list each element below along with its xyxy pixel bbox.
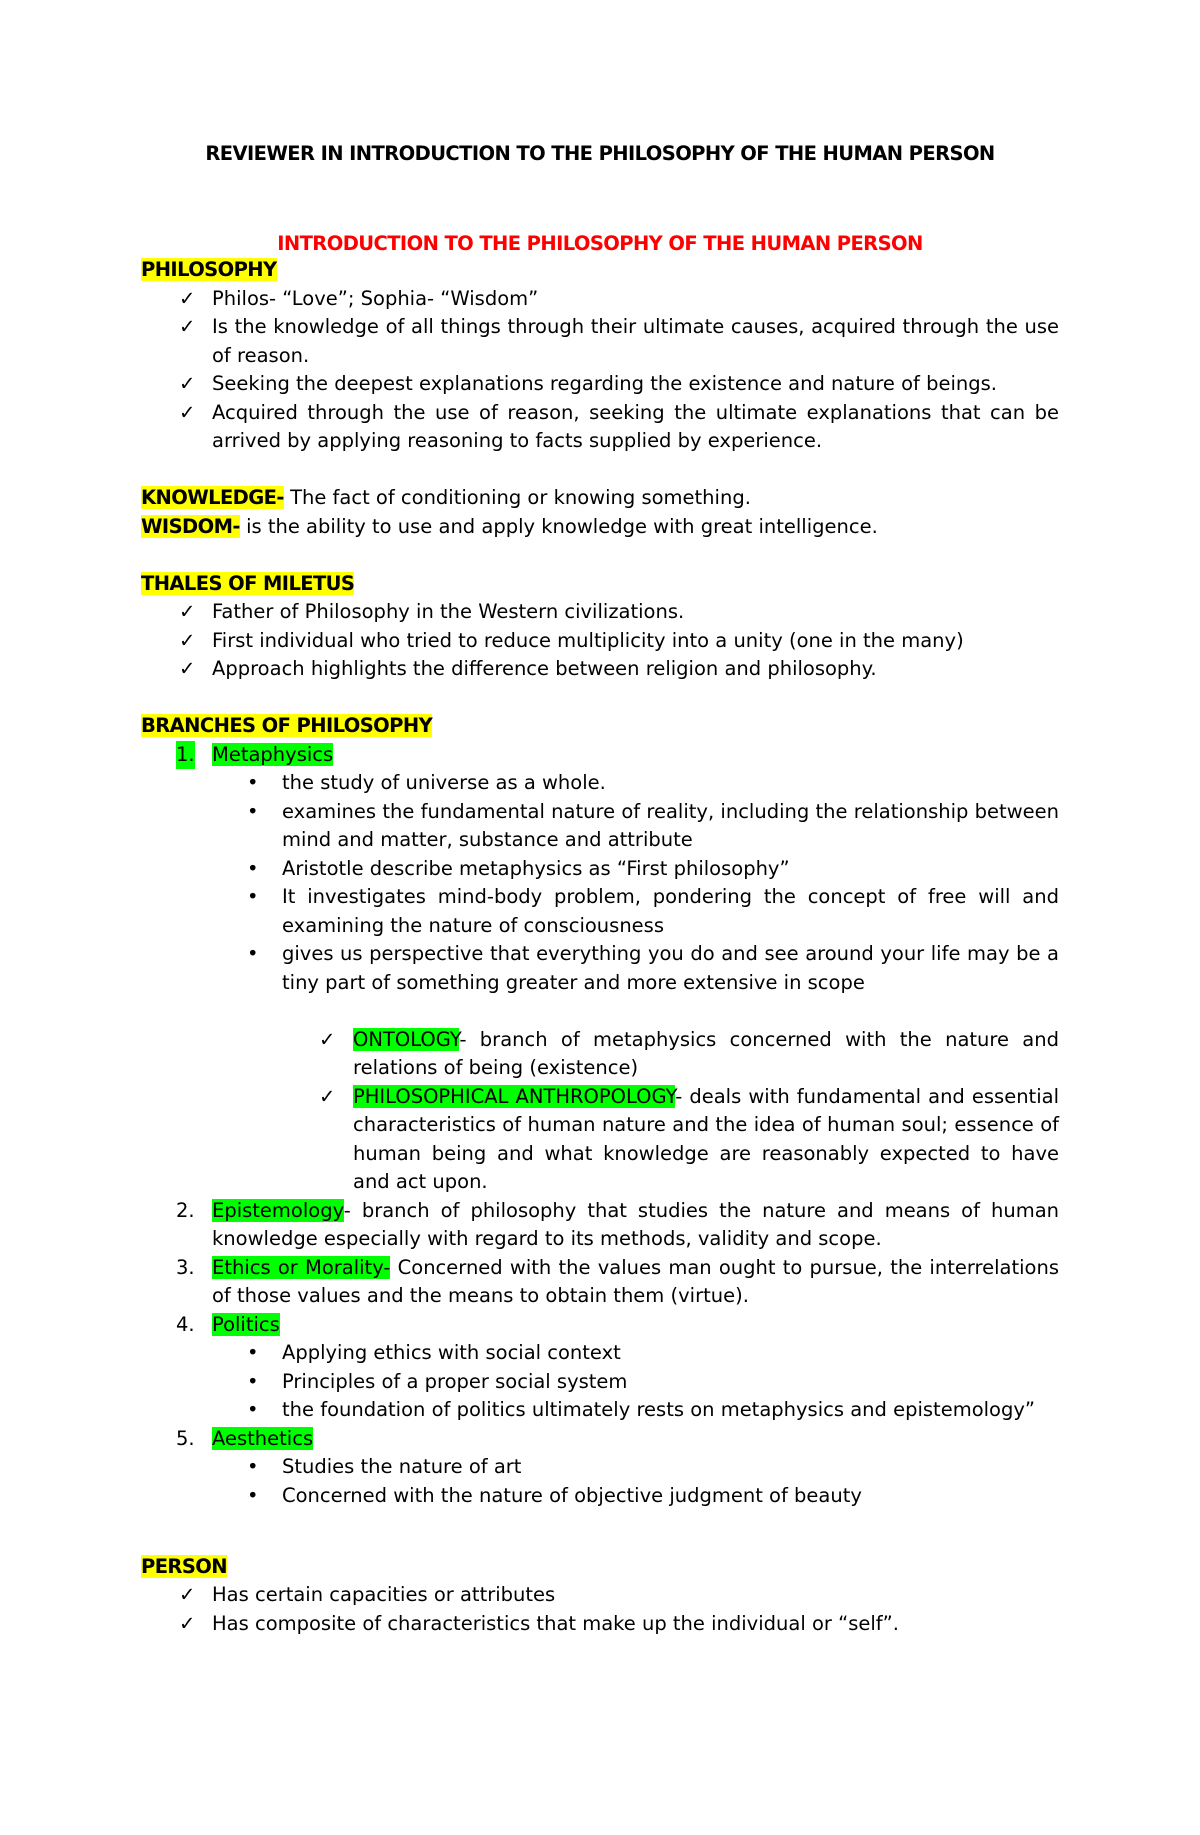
list-item <box>141 285 1059 314</box>
bullet-icon: • <box>247 1341 259 1364</box>
branches-heading: BRANCHES OF PHILOSOPHY <box>141 714 433 737</box>
document-title: REVIEWER IN INTRODUCTION TO THE PHILOSOPHY OF THE HUMAN PERSON <box>205 142 995 165</box>
thales-heading-row <box>141 570 1059 599</box>
knowledge-definition <box>141 484 1059 513</box>
ontology-term: ONTOLOGY <box>353 1027 460 1051</box>
list-item <box>141 1581 1059 1610</box>
anthropology-text: - deals with fundamental and essential characteristics of human nature and the idea of human soul; essence of human being and what knowledge are reasonably expected to have and act upon. <box>353 1084 1059 1193</box>
wisdom-definition <box>141 513 1059 542</box>
anthropology-item <box>141 1083 1059 1197</box>
bullet-icon: • <box>247 856 259 880</box>
branch-aesthetics <box>141 1425 1059 1454</box>
list-item <box>141 798 1059 855</box>
spacer <box>141 684 1059 713</box>
wisdom-text: is the ability to use and apply knowledge with great intelligence. <box>239 514 878 538</box>
spacer <box>141 997 1059 1026</box>
list-item-text: Concerned with the nature of objective judgment of beauty <box>282 1483 862 1507</box>
branch-politics <box>141 1311 1059 1340</box>
person-heading: PERSON <box>141 1554 227 1578</box>
branch-text: Concerned with the values man ought to pursue, the interrelations of those values and the means to obtain them (virtue). <box>212 1255 1059 1307</box>
list-item <box>141 1482 1059 1511</box>
spacer <box>141 1510 1059 1539</box>
branch-label: Metaphysics <box>212 742 334 766</box>
list-item-text: Has composite of characteristics that make up the individual or “self”. <box>212 1611 899 1635</box>
list-item-text: Aristotle describe metaphysics as “First philosophy” <box>282 856 790 880</box>
check-icon: ✓ <box>179 1611 196 1635</box>
list-item-text: the foundation of politics ultimately rests on metaphysics and epistemology” <box>282 1398 1035 1421</box>
check-icon: ✓ <box>179 657 196 680</box>
list-number: 5. <box>176 1426 195 1450</box>
list-item <box>141 627 1059 656</box>
branch-label: Aesthetics <box>212 1426 314 1450</box>
spacer <box>141 541 1059 570</box>
list-item <box>141 1453 1059 1482</box>
list-item-text: Applying ethics with social context <box>282 1341 621 1364</box>
list-item <box>141 1396 1059 1425</box>
check-icon: ✓ <box>319 1027 336 1051</box>
bullet-icon: • <box>247 885 259 908</box>
list-item <box>141 769 1059 798</box>
list-item <box>141 1368 1059 1397</box>
bullet-icon: • <box>247 942 259 965</box>
check-icon: ✓ <box>179 600 196 623</box>
list-item <box>141 883 1059 940</box>
check-icon: ✓ <box>179 315 196 338</box>
list-item-text: Principles of a proper social system <box>282 1369 628 1393</box>
branches-heading-row <box>141 712 1059 741</box>
bullet-icon: • <box>247 771 259 794</box>
branch-epistemology <box>141 1197 1059 1254</box>
branch-text: - branch of philosophy that studies the nature and means of human knowledge especially with regard to its methods, validity and scope. <box>212 1198 1059 1250</box>
anthropology-term: PHILOSOPHICAL ANTHROPOLOGY <box>353 1084 676 1108</box>
check-icon: ✓ <box>179 628 196 652</box>
bullet-icon: • <box>247 1483 259 1507</box>
list-item <box>141 370 1059 399</box>
bullet-icon: • <box>247 1398 259 1421</box>
spacer <box>141 1539 1059 1553</box>
list-item-text: examines the fundamental nature of reality, including the relationship between mind and matter, substance and attribute <box>282 799 1059 851</box>
branch-ethics <box>141 1254 1059 1311</box>
check-icon: ✓ <box>179 372 196 395</box>
list-item-text: the study of universe as a whole. <box>282 771 606 794</box>
list-item-text: Philos- “Love”; Sophia- “Wisdom” <box>212 286 539 310</box>
list-item <box>141 940 1059 997</box>
thales-heading: THALES OF MILETUS <box>141 571 355 595</box>
list-number: 4. <box>176 1312 195 1336</box>
bullet-icon: • <box>247 799 259 823</box>
section-title: INTRODUCTION TO THE PHILOSOPHY OF THE HUMAN PERSON <box>277 232 923 255</box>
check-icon: ✓ <box>179 400 196 424</box>
list-number: 3. <box>176 1255 195 1279</box>
list-item <box>141 313 1059 370</box>
list-item <box>141 655 1059 684</box>
list-item <box>141 1339 1059 1368</box>
list-item-text: It investigates mind-body problem, pondering the concept of free will and examining the nature of consciousness <box>282 885 1059 937</box>
ontology-item <box>141 1026 1059 1083</box>
list-item <box>141 598 1059 627</box>
bullet-icon: • <box>247 1455 259 1478</box>
check-icon: ✓ <box>179 1583 196 1606</box>
branch-metaphysics <box>141 741 1059 770</box>
knowledge-text: The fact of conditioning or knowing something. <box>283 486 751 509</box>
check-icon: ✓ <box>179 286 196 310</box>
list-item-text: Is the knowledge of all things through their ultimate causes, acquired through the use of reason. <box>212 315 1059 367</box>
list-item-text: Studies the nature of art <box>282 1455 522 1478</box>
check-icon: ✓ <box>319 1084 336 1108</box>
bullet-icon: • <box>247 1369 259 1393</box>
list-item-text: Seeking the deepest explanations regarding the existence and nature of beings. <box>212 372 997 395</box>
list-item-text: Father of Philosophy in the Western civilizations. <box>212 600 685 623</box>
list-item <box>141 855 1059 884</box>
list-item-text: Has certain capacities or attributes <box>212 1583 556 1606</box>
content-flow <box>141 256 1059 1638</box>
spacer <box>141 456 1059 485</box>
list-number: 1. <box>176 741 195 770</box>
list-item-text: Approach highlights the difference between religion and philosophy. <box>212 657 877 680</box>
philosophy-heading: PHILOSOPHY <box>141 258 277 281</box>
list-item <box>141 399 1059 456</box>
list-number: 2. <box>176 1198 195 1222</box>
list-item <box>141 1610 1059 1639</box>
list-item-text: First individual who tried to reduce multiplicity into a unity (one in the many) <box>212 628 964 652</box>
philosophy-heading-row <box>141 256 1059 285</box>
list-item-text: gives us perspective that everything you do and see around your life may be a tiny part of something greater and more extensive in scope <box>282 942 1059 994</box>
branch-label: Epistemology <box>212 1198 344 1222</box>
list-item-text: Acquired through the use of reason, seeking the ultimate explanations that can be arrived by applying reasoning to facts supplied by experience. <box>212 400 1059 452</box>
branch-label: Politics <box>212 1312 280 1336</box>
branch-label: Ethics or Morality- <box>212 1255 391 1279</box>
knowledge-term: KNOWLEDGE- <box>141 486 284 509</box>
wisdom-term: WISDOM- <box>141 514 240 538</box>
person-heading-row <box>141 1553 1059 1582</box>
ontology-text: - branch of metaphysics concerned with the nature and relations of being (existence) <box>353 1027 1059 1079</box>
